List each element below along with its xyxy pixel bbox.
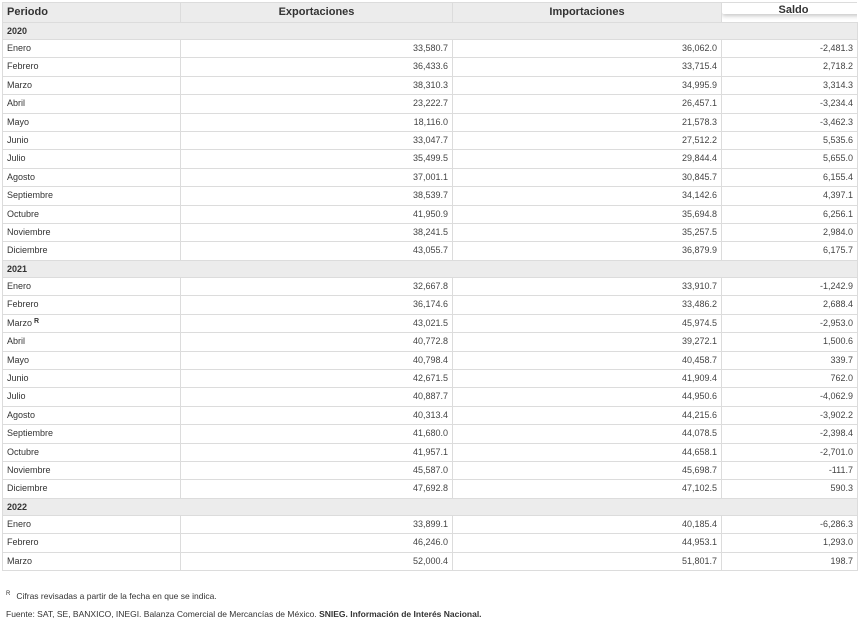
exports-cell: 38,241.5 bbox=[181, 224, 453, 242]
table-row bbox=[3, 443, 858, 461]
period-cell bbox=[3, 296, 181, 314]
table-row bbox=[3, 369, 858, 387]
imports-cell: 36,062.0 bbox=[453, 40, 722, 58]
imports-cell: 44,950.6 bbox=[453, 388, 722, 406]
month-label: Diciembre bbox=[7, 245, 48, 256]
table-row bbox=[3, 150, 858, 168]
period-cell bbox=[3, 425, 181, 443]
balance-cell: -2,701.0 bbox=[722, 443, 858, 461]
imports-cell: 34,995.9 bbox=[453, 76, 722, 94]
month-label: Noviembre bbox=[7, 464, 51, 475]
month-label: Febrero bbox=[7, 537, 39, 548]
month-label: Marzo bbox=[7, 79, 33, 90]
table-row bbox=[3, 205, 858, 223]
header-period[interactable]: Periodo bbox=[3, 3, 181, 23]
exports-cell: 46,246.0 bbox=[181, 534, 453, 552]
month-label: Octubre bbox=[7, 208, 40, 219]
table-row bbox=[3, 168, 858, 186]
period-cell bbox=[3, 205, 181, 223]
exports-cell: 23,222.7 bbox=[181, 95, 453, 113]
exports-cell: 18,116.0 bbox=[181, 113, 453, 131]
balance-cell: 2,984.0 bbox=[722, 224, 858, 242]
exports-cell: 41,680.0 bbox=[181, 425, 453, 443]
balance-cell: 1,293.0 bbox=[722, 534, 858, 552]
month-label: Junio bbox=[7, 372, 29, 383]
balance-cell: 3,314.3 bbox=[722, 76, 858, 94]
exports-cell: 38,539.7 bbox=[181, 187, 453, 205]
month-label: Octubre bbox=[7, 446, 40, 457]
year-row bbox=[3, 23, 858, 40]
exports-cell: 42,671.5 bbox=[181, 369, 453, 387]
table-row bbox=[3, 314, 858, 332]
month-label: Abril bbox=[7, 98, 26, 109]
month-label: Julio bbox=[7, 153, 26, 164]
trade-balance-table bbox=[2, 2, 858, 571]
period-cell bbox=[3, 406, 181, 424]
imports-cell: 30,845.7 bbox=[453, 168, 722, 186]
imports-cell: 41,909.4 bbox=[453, 369, 722, 387]
imports-cell: 33,486.2 bbox=[453, 296, 722, 314]
header-balance[interactable]: Saldo bbox=[722, 3, 858, 15]
table-row bbox=[3, 480, 858, 498]
balance-cell: -3,234.4 bbox=[722, 95, 858, 113]
exports-cell: 47,692.8 bbox=[181, 480, 453, 498]
month-label: Mayo bbox=[7, 354, 30, 365]
table-row bbox=[3, 388, 858, 406]
exports-cell: 36,174.6 bbox=[181, 296, 453, 314]
month-label: Marzo bbox=[7, 555, 33, 566]
source-bold-text: SNIEG. Información de Interés Nacional. bbox=[319, 609, 482, 619]
month-label: Diciembre bbox=[7, 483, 48, 494]
period-cell bbox=[3, 515, 181, 533]
imports-cell: 35,694.8 bbox=[453, 205, 722, 223]
imports-cell: 36,879.9 bbox=[453, 242, 722, 260]
period-cell bbox=[3, 443, 181, 461]
period-cell bbox=[3, 351, 181, 369]
table-row bbox=[3, 76, 858, 94]
table-row bbox=[3, 333, 858, 351]
period-cell bbox=[3, 40, 181, 58]
period-cell bbox=[3, 242, 181, 260]
imports-cell: 51,801.7 bbox=[453, 552, 722, 570]
table-row bbox=[3, 277, 858, 295]
table-row bbox=[3, 406, 858, 424]
table-row bbox=[3, 425, 858, 443]
balance-cell: -4,062.9 bbox=[722, 388, 858, 406]
month-label: Agosto bbox=[7, 409, 36, 420]
exports-cell: 33,899.1 bbox=[181, 515, 453, 533]
balance-cell: -2,953.0 bbox=[722, 314, 858, 332]
exports-cell: 37,001.1 bbox=[181, 168, 453, 186]
year-label: 2020 bbox=[3, 23, 858, 40]
header-row bbox=[3, 3, 858, 23]
balance-cell: 5,655.0 bbox=[722, 150, 858, 168]
table-row bbox=[3, 351, 858, 369]
imports-cell: 44,078.5 bbox=[453, 425, 722, 443]
balance-cell: 1,500.6 bbox=[722, 333, 858, 351]
balance-cell: 762.0 bbox=[722, 369, 858, 387]
exports-cell: 41,957.1 bbox=[181, 443, 453, 461]
imports-cell: 33,910.7 bbox=[453, 277, 722, 295]
balance-cell: 339.7 bbox=[722, 351, 858, 369]
month-label: Marzo bbox=[7, 317, 33, 328]
period-cell bbox=[3, 76, 181, 94]
exports-cell: 40,887.7 bbox=[181, 388, 453, 406]
table-row bbox=[3, 132, 858, 150]
month-label: Mayo bbox=[7, 116, 30, 127]
period-cell bbox=[3, 461, 181, 479]
revised-mark: R bbox=[34, 317, 40, 325]
table-row bbox=[3, 113, 858, 131]
period-cell bbox=[3, 95, 181, 113]
month-label: Enero bbox=[7, 43, 32, 53]
year-label: 2021 bbox=[3, 260, 858, 277]
revised-note-text: Cifras revisadas a partir de la fecha en que se indica. bbox=[16, 591, 217, 601]
imports-cell: 44,953.1 bbox=[453, 534, 722, 552]
table-row bbox=[3, 552, 858, 570]
period-cell bbox=[3, 224, 181, 242]
exports-cell: 40,313.4 bbox=[181, 406, 453, 424]
month-label: Junio bbox=[7, 135, 29, 146]
footnotes bbox=[6, 591, 482, 619]
exports-cell: 38,310.3 bbox=[181, 76, 453, 94]
exports-cell: 40,772.8 bbox=[181, 333, 453, 351]
exports-cell: 40,798.4 bbox=[181, 351, 453, 369]
exports-cell: 43,021.5 bbox=[181, 314, 453, 332]
imports-cell: 44,215.6 bbox=[453, 406, 722, 424]
balance-cell: 2,688.4 bbox=[722, 296, 858, 314]
revised-note bbox=[6, 591, 482, 601]
month-label: Abril bbox=[7, 336, 26, 347]
month-label: Febrero bbox=[7, 299, 39, 310]
month-label: Septiembre bbox=[7, 190, 54, 201]
imports-cell: 27,512.2 bbox=[453, 132, 722, 150]
period-cell bbox=[3, 168, 181, 186]
table-row bbox=[3, 224, 858, 242]
period-cell bbox=[3, 132, 181, 150]
table-row bbox=[3, 515, 858, 533]
source-note bbox=[6, 609, 482, 619]
balance-cell: -111.7 bbox=[722, 461, 858, 479]
header-balance-cell[interactable] bbox=[722, 3, 858, 23]
table-row bbox=[3, 242, 858, 260]
exports-cell: 33,580.7 bbox=[181, 40, 453, 58]
period-cell bbox=[3, 534, 181, 552]
month-label: Noviembre bbox=[7, 227, 51, 238]
year-row bbox=[3, 498, 858, 515]
imports-cell: 33,715.4 bbox=[453, 58, 722, 76]
imports-cell: 39,272.1 bbox=[453, 333, 722, 351]
balance-cell: 6,256.1 bbox=[722, 205, 858, 223]
month-label: Julio bbox=[7, 391, 26, 402]
header-exports[interactable]: Exportaciones bbox=[181, 3, 453, 23]
exports-cell: 36,433.6 bbox=[181, 58, 453, 76]
table-row bbox=[3, 534, 858, 552]
table-row bbox=[3, 187, 858, 205]
source-text: Fuente: SAT, SE, BANXICO, INEGI. Balanza Comercial de Mercancías de México. bbox=[6, 609, 317, 619]
period-cell bbox=[3, 113, 181, 131]
period-cell bbox=[3, 277, 181, 295]
exports-cell: 43,055.7 bbox=[181, 242, 453, 260]
period-cell bbox=[3, 58, 181, 76]
balance-cell: 198.7 bbox=[722, 552, 858, 570]
month-label: Septiembre bbox=[7, 428, 54, 439]
exports-cell: 35,499.5 bbox=[181, 150, 453, 168]
year-row bbox=[3, 260, 858, 277]
balance-cell: -6,286.3 bbox=[722, 515, 858, 533]
balance-cell: -3,902.2 bbox=[722, 406, 858, 424]
period-cell bbox=[3, 150, 181, 168]
imports-cell: 21,578.3 bbox=[453, 113, 722, 131]
balance-cell: 4,397.1 bbox=[722, 187, 858, 205]
table-body bbox=[3, 23, 858, 571]
month-label: Agosto bbox=[7, 171, 36, 182]
year-label: 2022 bbox=[3, 498, 858, 515]
imports-cell: 34,142.6 bbox=[453, 187, 722, 205]
exports-cell: 32,667.8 bbox=[181, 277, 453, 295]
balance-cell: -3,462.3 bbox=[722, 113, 858, 131]
period-cell bbox=[3, 552, 181, 570]
period-cell bbox=[3, 369, 181, 387]
period-cell bbox=[3, 333, 181, 351]
balance-cell: 6,175.7 bbox=[722, 242, 858, 260]
table-row bbox=[3, 461, 858, 479]
exports-cell: 41,950.9 bbox=[181, 205, 453, 223]
exports-cell: 52,000.4 bbox=[181, 552, 453, 570]
balance-cell: -2,398.4 bbox=[722, 425, 858, 443]
period-cell bbox=[3, 388, 181, 406]
period-cell bbox=[3, 187, 181, 205]
imports-cell: 40,185.4 bbox=[453, 515, 722, 533]
table-row bbox=[3, 296, 858, 314]
imports-cell: 35,257.5 bbox=[453, 224, 722, 242]
month-label: Enero bbox=[7, 518, 32, 529]
balance-cell: 2,718.2 bbox=[722, 58, 858, 76]
table-row bbox=[3, 40, 858, 58]
period-cell bbox=[3, 480, 181, 498]
revised-note-mark: R bbox=[6, 591, 11, 598]
imports-cell: 45,974.5 bbox=[453, 314, 722, 332]
imports-cell: 47,102.5 bbox=[453, 480, 722, 498]
balance-cell: -1,242.9 bbox=[722, 277, 858, 295]
balance-cell: -2,481.3 bbox=[722, 40, 858, 58]
exports-cell: 45,587.0 bbox=[181, 461, 453, 479]
period-cell bbox=[3, 314, 181, 332]
imports-cell: 29,844.4 bbox=[453, 150, 722, 168]
month-label: Febrero bbox=[7, 61, 39, 72]
balance-cell: 5,535.6 bbox=[722, 132, 858, 150]
table-row bbox=[3, 58, 858, 76]
balance-cell: 6,155.4 bbox=[722, 168, 858, 186]
balance-cell: 590.3 bbox=[722, 480, 858, 498]
header-imports[interactable]: Importaciones bbox=[453, 3, 722, 23]
imports-cell: 26,457.1 bbox=[453, 95, 722, 113]
exports-cell: 33,047.7 bbox=[181, 132, 453, 150]
imports-cell: 45,698.7 bbox=[453, 461, 722, 479]
imports-cell: 44,658.1 bbox=[453, 443, 722, 461]
table-row bbox=[3, 95, 858, 113]
month-label: Enero bbox=[7, 280, 32, 291]
imports-cell: 40,458.7 bbox=[453, 351, 722, 369]
